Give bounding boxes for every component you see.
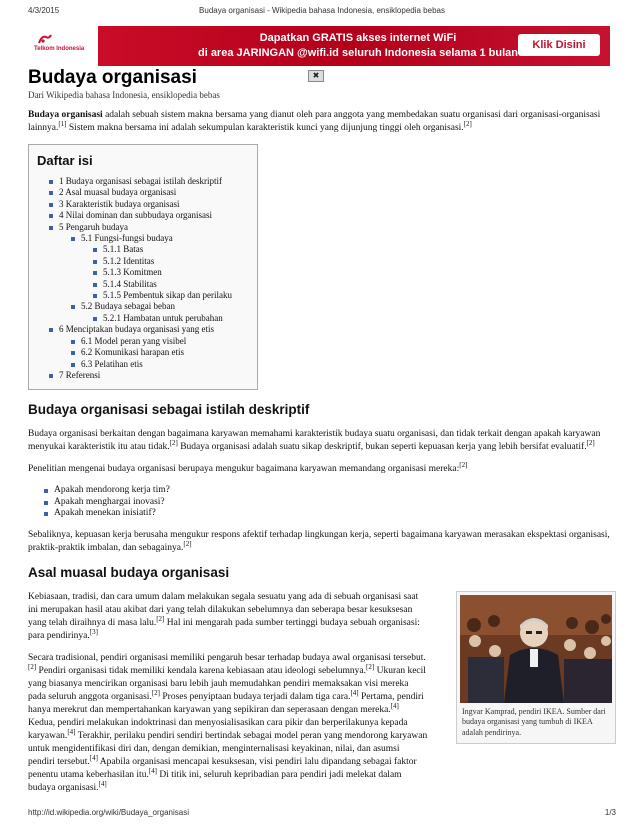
citation-link[interactable]: [2]: [151, 688, 160, 697]
text: Penelitian mengenai budaya organisasi berupaya mengukur bagaimana karyawan memandang organisasi mereka:: [28, 464, 460, 475]
bullet-icon: [49, 214, 53, 218]
bullet-icon: [71, 305, 75, 309]
list-item: [28, 485, 612, 497]
toc-item[interactable]: [37, 313, 249, 324]
print-page-number: 1/3: [604, 808, 616, 817]
text: Secara tradisional, pendiri organisasi memiliki pengaruh besar terhadap budaya awal organisasi tersebut.: [28, 652, 426, 663]
citation-link[interactable]: [2]: [366, 662, 375, 671]
text: Hal ini mengarah pada sumber tertinggi budaya sebuah organisasi: para pendirinya.: [28, 617, 420, 641]
bullet-icon: [49, 180, 53, 184]
toc-link[interactable]: 5.2.1 Hambatan untuk perubahan: [103, 312, 223, 323]
toc-item[interactable]: [37, 210, 249, 221]
text: Proses penyiptaan budaya terjadi dalam tiga cara.: [160, 691, 351, 702]
citation-link[interactable]: [4]: [89, 753, 98, 762]
toc-item[interactable]: [37, 222, 249, 233]
ad-banner[interactable]: [28, 26, 610, 66]
section-body: [28, 591, 612, 795]
bullet-icon: [49, 328, 53, 332]
toc-item[interactable]: [37, 233, 249, 244]
toc-item[interactable]: [37, 324, 249, 335]
telkom-logo: [28, 26, 98, 66]
citation-link[interactable]: [4]: [98, 779, 107, 788]
figure-caption: Ingvar Kamprad, pendiri IKEA. Sumber dari budaya organisasi yang tumbuh di IKEA adalah pendirinya.: [462, 706, 606, 737]
citation-link[interactable]: [2]: [183, 539, 192, 548]
bullet-icon: [49, 226, 53, 230]
toc-link[interactable]: 5.1 Fungsi-fungsi budaya: [81, 233, 173, 244]
list-item-text: Apakah menghargai inovasi?: [54, 496, 165, 507]
print-date: 4/3/2015: [28, 6, 60, 15]
intro-paragraph: [28, 109, 612, 135]
toc-link[interactable]: 3 Karakteristik budaya organisasi: [59, 198, 180, 209]
list-item-text: Apakah menekan inisiatif?: [54, 508, 156, 519]
toc-item[interactable]: [37, 359, 249, 370]
bullet-icon: [93, 294, 97, 298]
page-subtitle: Dari Wikipedia bahasa Indonesia, ensiklopedia bebas: [28, 90, 220, 100]
intro-text: adalah sebuah sistem makna bersama yang dianut oleh para anggota yang membedakan suatu organisasi dari organisasi-organisasi lainnya.: [28, 110, 601, 133]
paragraph: [28, 428, 612, 454]
banner-cta-button[interactable]: Klik Disini: [518, 34, 600, 56]
banner-subline: di area JARINGAN @wifi.id seluruh Indonesia selama 1 bulan: [197, 47, 519, 59]
toc-item[interactable]: [37, 336, 249, 347]
toc-link[interactable]: 5.1.5 Pembentuk sikap dan perilaku: [103, 290, 232, 301]
list-item: [28, 497, 612, 509]
citation-link[interactable]: [2]: [463, 119, 472, 128]
question-list: [28, 485, 612, 520]
print-header: [28, 6, 616, 18]
banner-headline: Dapatkan GRATIS akses internet WiFi: [259, 32, 457, 44]
text: Pendiri organisasi tidak memiliki kendala karena kebiasaan atau ideologi sebelumnya.: [36, 665, 367, 676]
citation-link[interactable]: [2]: [586, 439, 595, 448]
print-page-title: Budaya organisasi - Wikipedia bahasa Indonesia, ensiklopedia bebas: [199, 6, 445, 15]
citation-link[interactable]: [4]: [390, 701, 399, 710]
bullet-icon: [49, 203, 53, 207]
text: Ukuran kecil yang biasanya mencirikan organisasi baru lebih jauh memudahkan pendiri memaksakan visi mereka pada seluruh anggota organisasi.: [28, 665, 426, 702]
toc-item[interactable]: [37, 301, 249, 312]
bullet-icon: [93, 283, 97, 287]
citation-link[interactable]: [2]: [169, 439, 178, 448]
citation-link[interactable]: [1]: [58, 119, 67, 128]
photo-ingvar-kamprad[interactable]: [460, 595, 612, 703]
bullet-icon: [71, 340, 75, 344]
toc-link[interactable]: 6.2 Komunikasi harapan etis: [81, 347, 184, 358]
toc-link[interactable]: 5.1.3 Komitmen: [103, 267, 162, 278]
text: Budaya organisasi berkaitan dengan bagaimana karyawan memahami karakteristik budaya suatu organisasi, dan tidak terkait dengan apakah karyawan menyukai karakteristik itu atau tidak.: [28, 429, 601, 453]
toc-item[interactable]: [37, 370, 249, 381]
text: Terakhir, perilaku pendiri sendiri bertindak sebagai model peran yang mendorong karyawan untuk mengidentifikasi diri dan, dengan demikian, menginternalisasi keyakinan, nilai, dan asumsi pendiri tersebut.: [28, 730, 428, 767]
bullet-icon: [71, 237, 75, 241]
citation-link[interactable]: [4]: [67, 727, 76, 736]
text: Pertama, pendiri hanya merekrut dan mempertahankan karyawan yang sepikiran dan seperasaan dengan mereka.: [28, 691, 424, 715]
citation-link[interactable]: [4]: [148, 766, 157, 775]
toc-title: Daftar isi: [37, 153, 93, 168]
bullet-icon: [49, 374, 53, 378]
bullet-icon: [71, 351, 75, 355]
paragraph: [28, 591, 428, 643]
section-text: [28, 591, 428, 795]
toc-item[interactable]: [37, 187, 249, 198]
bullet-icon: [44, 512, 48, 516]
citation-link[interactable]: [2]: [156, 614, 165, 623]
toc-item[interactable]: [37, 347, 249, 358]
table-of-contents: [28, 144, 258, 390]
citation-link[interactable]: [2]: [459, 461, 468, 470]
bullet-icon: [93, 260, 97, 264]
intro-text: Sistem makna bersama ini adalah sekumpulan karakteristik kunci yang dijunjung tinggi oleh organisasi.: [66, 123, 464, 133]
print-url: http://id.wikipedia.org/wiki/Budaya_organisasi: [28, 808, 189, 817]
toc-item[interactable]: [37, 244, 249, 255]
list-item: [28, 508, 612, 520]
toc-link[interactable]: 2 Asal muasal budaya organisasi: [59, 187, 177, 198]
text: Kedua, pendiri melakukan indoktrinasi dan menyosialisasikan cara pikir dan berperilakunya kepada karyawan.: [28, 717, 408, 741]
paragraph: [28, 463, 612, 476]
paragraph: [28, 652, 428, 795]
telkom-logo-icon: [38, 34, 52, 44]
article-content: [28, 66, 612, 804]
print-footer: [28, 808, 616, 820]
intro-term: Budaya organisasi: [28, 110, 103, 120]
bullet-icon: [44, 501, 48, 505]
paragraph: [28, 529, 612, 555]
text: Budaya organisasi adalah suatu sikap deskriptif, bukan seperti kepuasan kerja yang lebih bersifat evaluatif.: [177, 442, 587, 453]
toc-item[interactable]: [37, 279, 249, 290]
text: Di titik ini, seluruh kepribadian para pendiri jadi melekat dalam budaya organisasi.: [28, 769, 402, 793]
list-item-text: Apakah mendorong kerja tim?: [54, 485, 170, 496]
section-heading: Asal muasal budaya organisasi: [28, 564, 230, 580]
citation-link[interactable]: [3]: [89, 627, 98, 636]
toc-item[interactable]: [37, 176, 249, 187]
citation-link[interactable]: [2]: [28, 662, 37, 671]
toc-list: [37, 176, 249, 381]
text: Apabila organisasi mencapai kesuksesan, visi pendiri lalu dipandang sebagai faktor penentu utama keberhasilan itu.: [28, 756, 417, 780]
toc-link[interactable]: 5.1.4 Stabilitas: [103, 278, 157, 289]
text: Kebiasaan, tradisi, dan cara umum dalam melakukan segala sesuatu yang ada di sebuah organisasi saat ini merupakan hasil atau akibat dari yang telah dilakukan sebelumnya dan seberapa besar kesuksesan yang telah diraihnya di masa lalu.: [28, 591, 419, 628]
toc-link[interactable]: 4 Nilai dominan dan subbudaya organisasi: [59, 210, 213, 221]
toc-item[interactable]: [37, 290, 249, 301]
citation-link[interactable]: [4]: [350, 688, 359, 697]
logo-text: Telkom Indonesia: [34, 46, 85, 52]
bullet-icon: [44, 489, 48, 493]
bullet-icon: [93, 317, 97, 321]
toc-link[interactable]: 5.1.2 Identitas: [103, 255, 155, 266]
section-heading: Budaya organisasi sebagai istilah deskriptif: [28, 402, 310, 418]
toc-link[interactable]: 6 Menciptakan budaya organisasi yang etis: [59, 324, 215, 335]
toc-link[interactable]: 6.1 Model peran yang visibel: [81, 335, 187, 346]
toc-link[interactable]: 5.1.1 Batas: [103, 244, 144, 255]
toc-link[interactable]: 1 Budaya organisasi sebagai istilah deskriptif: [59, 176, 223, 186]
toc-link[interactable]: 5.2 Budaya sebagai beban: [81, 301, 175, 312]
bullet-icon: [49, 191, 53, 195]
text: Sebaliknya, kepuasan kerja berusaha mengukur respons afektif terhadap lingkungan kerja, seperti bagaimana karyawan merasakan ekspektasi organisasi, praktik-praktik imbalan, dan sebagainya.: [28, 529, 610, 553]
toc-item[interactable]: [37, 199, 249, 210]
toc-link[interactable]: 6.3 Pelatihan etis: [81, 358, 143, 369]
close-ad-button[interactable]: ✖: [308, 70, 324, 82]
page-title: Budaya organisasi: [28, 67, 197, 88]
bullet-icon: [93, 248, 97, 252]
toc-item[interactable]: [37, 267, 249, 278]
bullet-icon: [71, 363, 75, 367]
figure: [456, 591, 616, 745]
toc-link[interactable]: 7 Referensi: [59, 369, 101, 380]
toc-item[interactable]: [37, 256, 249, 267]
toc-link[interactable]: 5 Pengaruh budaya: [59, 221, 128, 232]
bullet-icon: [93, 271, 97, 275]
